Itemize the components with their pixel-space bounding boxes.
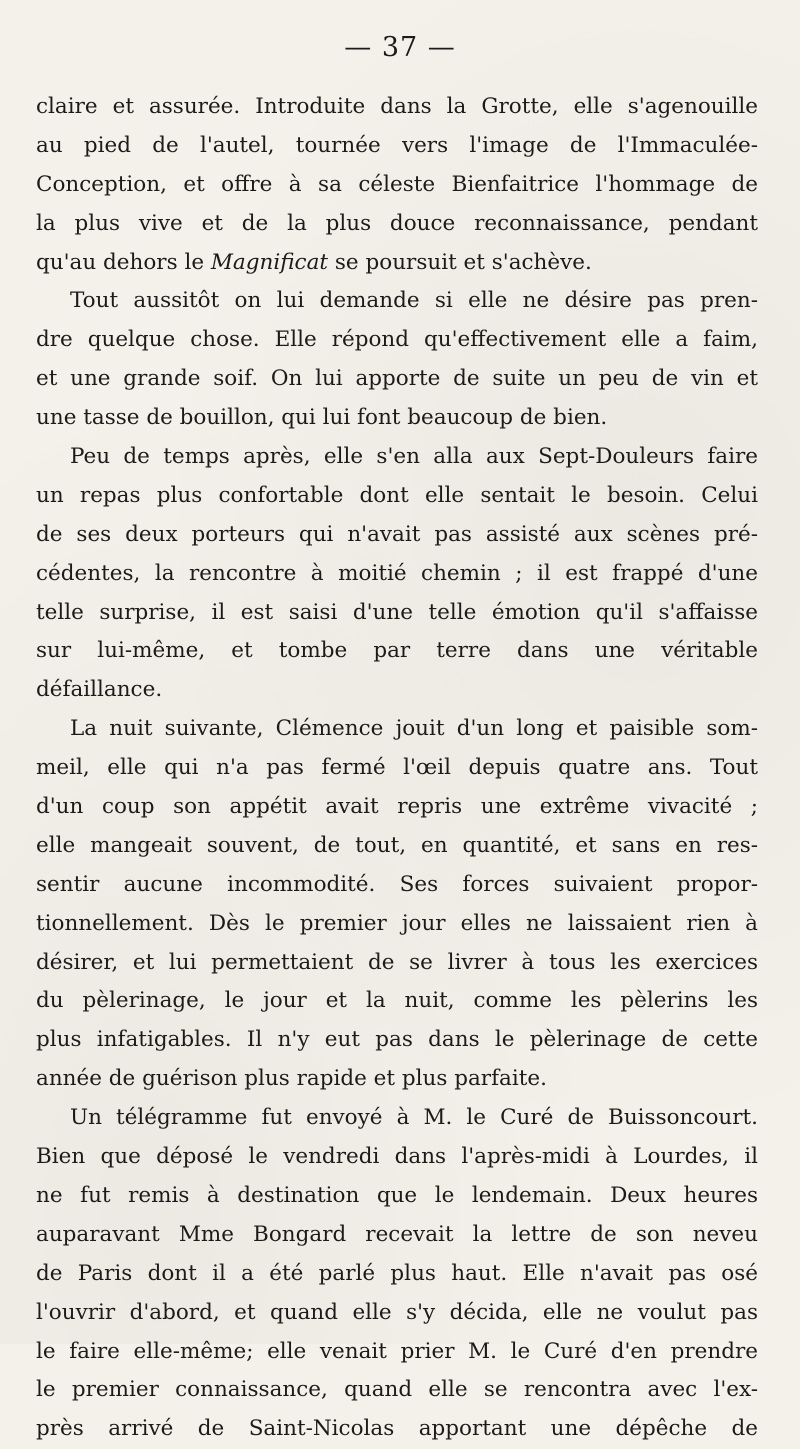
- text-line: sentir aucune incommodité. Ses forces suivaient propor-: [36, 871, 758, 897]
- paragraph-5: [36, 1099, 758, 1449]
- text-line: telle surprise, il est saisi d'une telle émotion qu'il s'affaisse: [36, 599, 758, 625]
- text-line: année de guérison plus rapide et plus parfaite.: [36, 1066, 547, 1092]
- text-line: Bien que déposé le vendredi dans l'après-midi à Lourdes, il: [36, 1144, 758, 1170]
- text-line: l'ouvrir d'abord, et quand elle s'y décida, elle ne voulut pas: [36, 1299, 758, 1325]
- text-line: La nuit suivante, Clémence jouit d'un long et paisible som-: [70, 716, 758, 742]
- text-line: [36, 244, 758, 283]
- text-line: le premier connaissance, quand elle se rencontra avec l'ex-: [36, 1377, 758, 1403]
- text-line: plus infatigables. Il n'y eut pas dans le pèlerinage de cette: [36, 1027, 758, 1053]
- paragraph-4: [36, 710, 758, 1099]
- text-line: dre quelque chose. Elle répond qu'effectivement elle a faim,: [36, 327, 758, 353]
- text-line: une tasse de bouillon, qui lui font beaucoup de bien.: [36, 405, 608, 431]
- text-line: meil, elle qui n'a pas fermé l'œil depuis quatre ans. Tout: [36, 755, 758, 781]
- text-line: près arrivé de Saint-Nicolas apportant une dépêche de: [36, 1416, 758, 1442]
- text-line: le faire elle-même; elle venait prier M. le Curé d'en prendre: [36, 1338, 758, 1364]
- text-line: claire et assurée. Introduite dans la Grotte, elle s'agenouille: [36, 94, 758, 119]
- text-line: de ses deux porteurs qui n'avait pas assisté aux scènes pré-: [36, 521, 758, 547]
- text-line: de Paris dont il a été parlé plus haut. Elle n'avait pas osé: [36, 1260, 758, 1286]
- text-line: Tout aussitôt on lui demande si elle ne désire pas pren-: [70, 288, 758, 314]
- text-line: du pèlerinage, le jour et la nuit, comme les pèlerins les: [36, 988, 758, 1014]
- text-line: un repas plus confortable dont elle sentait le besoin. Celui: [36, 482, 758, 508]
- text-line: et une grande soif. On lui apporte de suite un peu de vin et: [36, 366, 758, 392]
- paragraph-2: [36, 282, 758, 438]
- text-line: Un télégramme fut envoyé à M. le Curé de Buissoncourt.: [70, 1105, 758, 1131]
- text-line: désirer, et lui permettaient de se livrer à tous les exercices: [36, 949, 758, 975]
- text-line: Conception, et offre à sa céleste Bienfaitrice l'hommage de: [36, 171, 758, 197]
- paragraph-3: [36, 438, 758, 710]
- text-line: ne fut remis à destination que le lendemain. Deux heures: [36, 1182, 758, 1208]
- page-number: — 37 —: [344, 32, 456, 63]
- text-run: se poursuit et s'achève.: [328, 249, 592, 275]
- text-line: cédentes, la rencontre à moitié chemin ; il est frappé d'une: [36, 560, 758, 586]
- paragraph-1: [36, 88, 758, 282]
- emphasized-title: Magnificat: [210, 249, 329, 275]
- body-text: [36, 88, 758, 1449]
- text-line: d'un coup son appétit avait repris une extrême vivacité ;: [36, 794, 758, 820]
- text-line: la plus vive et de la plus douce reconnaissance, pendant: [36, 210, 758, 236]
- text-line: Peu de temps après, elle s'en alla aux Sept-Douleurs faire: [70, 444, 758, 470]
- text-line: auparavant Mme Bongard recevait la lettre de son neveu: [36, 1221, 758, 1247]
- text-line: sur lui-même, et tombe par terre dans une véritable: [36, 638, 758, 664]
- text-line: au pied de l'autel, tournée vers l'image de l'Immaculée-: [36, 132, 758, 158]
- text-line: défaillance.: [36, 677, 163, 703]
- text-line: tionnellement. Dès le premier jour elles ne laissaient rien à: [36, 910, 758, 936]
- text-line: elle mangeait souvent, de tout, en quantité, et sans en res-: [36, 832, 758, 858]
- text-run: qu'au dehors le: [36, 249, 211, 275]
